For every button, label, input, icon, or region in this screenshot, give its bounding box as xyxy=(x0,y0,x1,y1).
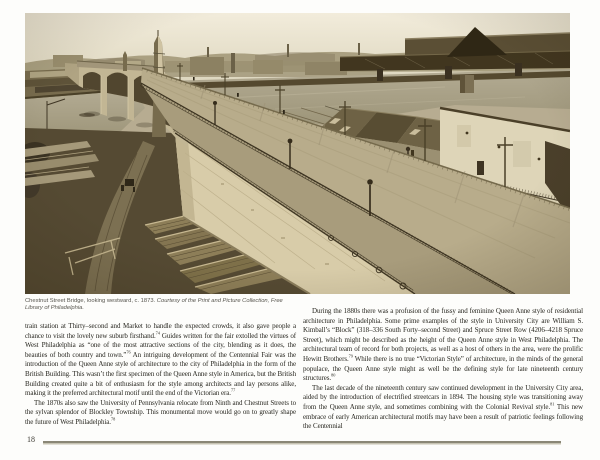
bridge-photo-illustration xyxy=(25,13,570,294)
footer-rule xyxy=(43,441,561,443)
text-column-left xyxy=(25,322,296,428)
text-run: The 1870s also saw the University of Pennsylvania relocate from Ninth and Chestnut Streets to the sylvan splendor of Blockley Township. This monumental move would go on to greatly shape the future of West Philadelphia. xyxy=(25,398,296,426)
text-run: During the 1880s there was a profusion of the fussy and feminine Queen Anne style of residential architecture in Philadelphia. Some prime examples of the style in University City are William S. Kimball’s “Block” (318–336 South Forty–second Street) and Spruce Street Row (4206–4218 Spruce Street), which might be described as the height of the Queen Anne style in West Philadelphia. The architectural team of record for both projects, as well as a host of others in the area, were the prolific Hewitt Brothers. xyxy=(303,307,583,363)
text-run: The last decade of the nineteenth century saw continued development in the University City area, aided by the introduction of electrified streetcars in 1894. The housing style was transitioning away from the Queen Anne style, and sometimes combining with the Colonial Revival style. xyxy=(303,383,583,411)
text-run: While there is no true “Victorian Style” of architecture, in the minds of the general populace, the Queen Anne style might as well be the defining style for late nineteenth century structures. xyxy=(303,354,583,383)
endnote-reference: 81 xyxy=(550,401,555,407)
text-run: An intriguing development of the Centennial Fair was the introduction of the Queen Anne style of architecture to the city of Philadelphia in the form of the British Building. This wasn’t the first specimen of the Queen Anne style in America, but the British Building created quite a bit of enthusiasm for the style among architects and lay persons alike, making it the preferred architectural motif until the end of the Victorian era. xyxy=(25,350,296,398)
endnote-reference: 79 xyxy=(348,353,353,359)
endnote-reference: 77 xyxy=(230,387,236,393)
endnote-reference: 76 xyxy=(126,349,131,355)
caption-text: Chestnut Street Bridge, looking westward, c. 1873. xyxy=(25,298,157,304)
paragraph xyxy=(25,399,296,428)
page-number: 18 xyxy=(27,435,35,444)
text-run: train station at Thirty–second and Market to handle the expected crowds, it also gave people a chance to visit the lovely new suburb firsthand. xyxy=(25,322,296,340)
text-run: This new embrace of early American architectural motifs may have been a result of patriotic feelings following the Centennial xyxy=(303,402,583,431)
paragraph xyxy=(303,384,583,432)
photo-caption xyxy=(25,298,298,312)
bridge-photo xyxy=(25,13,570,294)
endnote-reference: 74 xyxy=(155,330,160,336)
endnote-reference: 78 xyxy=(110,416,116,422)
photo-vignette xyxy=(25,13,570,294)
text-run: Guides written for the fair extolled the virtues of West Philadelphia as “one of the most attractive sections of the city, blending as it does, the beauties of both country and town.” xyxy=(25,331,296,359)
text-column-right xyxy=(303,307,583,432)
paragraph xyxy=(303,307,583,384)
paragraph xyxy=(25,322,296,399)
caption-credit: Courtesy of the Print and Picture Collection, Free Library of Philadelphia. xyxy=(25,298,283,312)
endnote-reference: 80 xyxy=(331,372,336,378)
